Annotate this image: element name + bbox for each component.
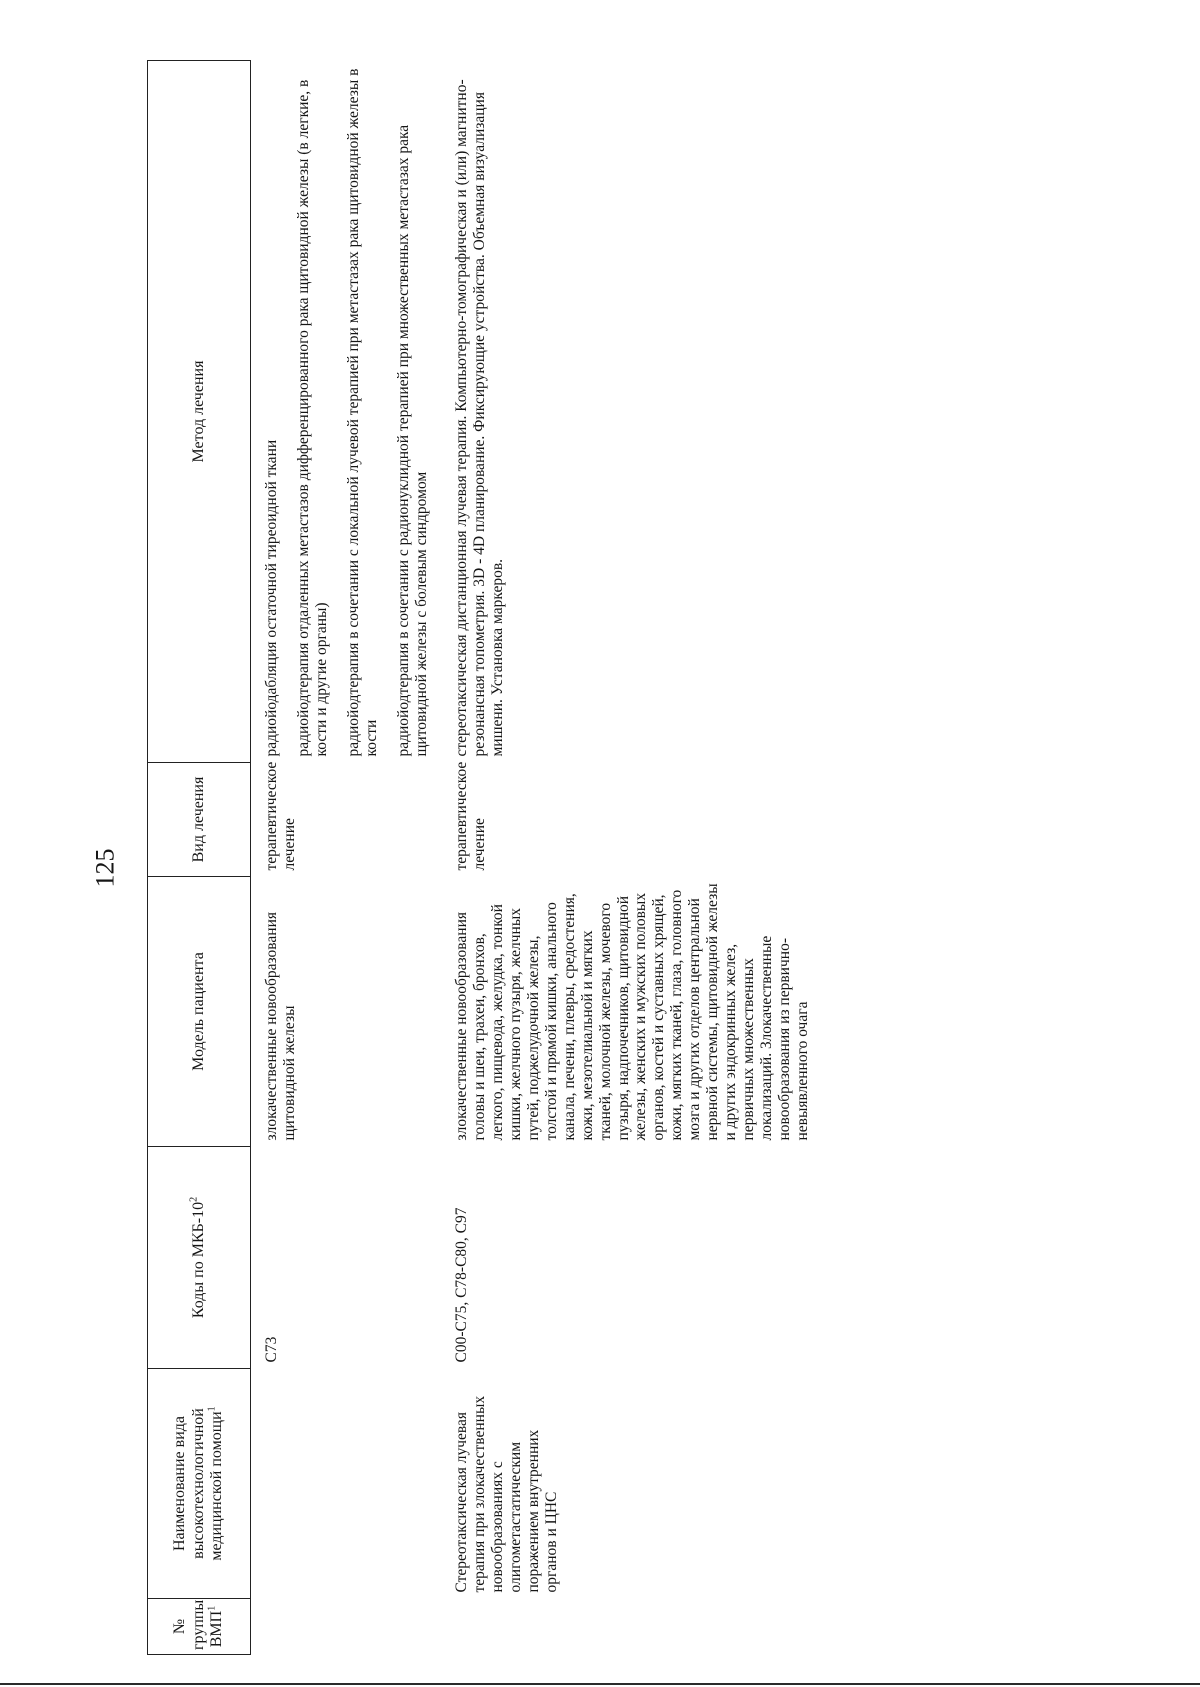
method-item: радиойодтерапия отдаленных метастазов дифференцированного рака щитовидной железы (в легкие, в кости и другие органы) [294, 79, 330, 757]
header-icd-codes: Коды по МКБ-$10^2$ [148, 1147, 251, 1369]
method-item: стереотаксическая дистанционная лучевая терапия. Компьютерно-томографическая и (или) магнитно-резонансная топометрия. 3D - 4D планирование. Фиксирующие устройства. Объемная визуализация мишени. Установка маркеров. [452, 79, 506, 757]
cell-treatment-methods [445, 61, 812, 763]
method-item: радиойодтерапия в сочетании с радионуклидной терапией при множественных метастазах рака щитовидной железы с болевым синдромом [394, 124, 430, 757]
cell-treatment-type: терапевтическое лечение [452, 761, 488, 871]
header-treatment-method: Метод лечения [148, 61, 251, 763]
cell-icd-codes: C73 [263, 1336, 280, 1363]
table-header-row [148, 61, 251, 1655]
header-treatment-type: Вид лечения [148, 763, 251, 877]
table-row [255, 61, 445, 1655]
cell-group-number [255, 1599, 445, 1655]
cell-treatment-type: терапевтическое лечение [263, 761, 298, 871]
cell-patient-model: злокачественные новообразования головы и шеи, трахеи, бронхов, легкого, пищевода, желудка, тонкой кишки, желчного пузыря, желчных путей, поджелудочной железы, толстой и прямой кишки, анального канала, печени, плевры, средостения, кожи, мезотелиальной и мягких тканей, молочной железы, мочевого пузыря, надпочечников, щитовидной железы, женских и мужских половых органов, костей и суставных хрящей, кожи, мягких тканей, глаза, головного мозга и других отделов центральной нервной системы, щитовидной железы и других эндокринных желез, первичных множественных локализаций. Злокачественные новообразования из первично-невыявленного очага [452, 883, 812, 1141]
method-item: радиойодабляция остаточной тиреоидной ткани [263, 439, 280, 757]
table-row [445, 61, 812, 1655]
header-patient-model: Модель пациента [148, 877, 251, 1147]
cell-vmp-name: Стереотаксическая лучевая терапия при злокачественных новообразованиях с олигометастатическим поражением внутренних органов и ЦНС [452, 1395, 560, 1593]
cell-treatment-methods [255, 61, 445, 763]
page-number-text: 125 [90, 848, 119, 888]
method-item: радиойодтерапия в сочетании с локальной лучевой терапией при метастазах рака щитовидной железы в кости [344, 68, 380, 757]
cell-patient-model: злокачественные новообразования щитовидной железы [263, 911, 298, 1141]
rotated-table-sheet [147, 61, 812, 1655]
header-group-number: № группы ВМП$^1$ [148, 1599, 251, 1655]
vmp-table [147, 60, 812, 1655]
bottom-rule [0, 1683, 1200, 1685]
cell-icd-codes: C00-C75, C78-C80, C97 [452, 1207, 470, 1363]
page-number [87, 838, 123, 898]
header-vmp-name: Наименование вида высокотехнологичной медицинской помощи$^1$ [148, 1369, 251, 1599]
cell-group-number [445, 1599, 812, 1655]
cell-vmp-name [255, 1369, 445, 1599]
